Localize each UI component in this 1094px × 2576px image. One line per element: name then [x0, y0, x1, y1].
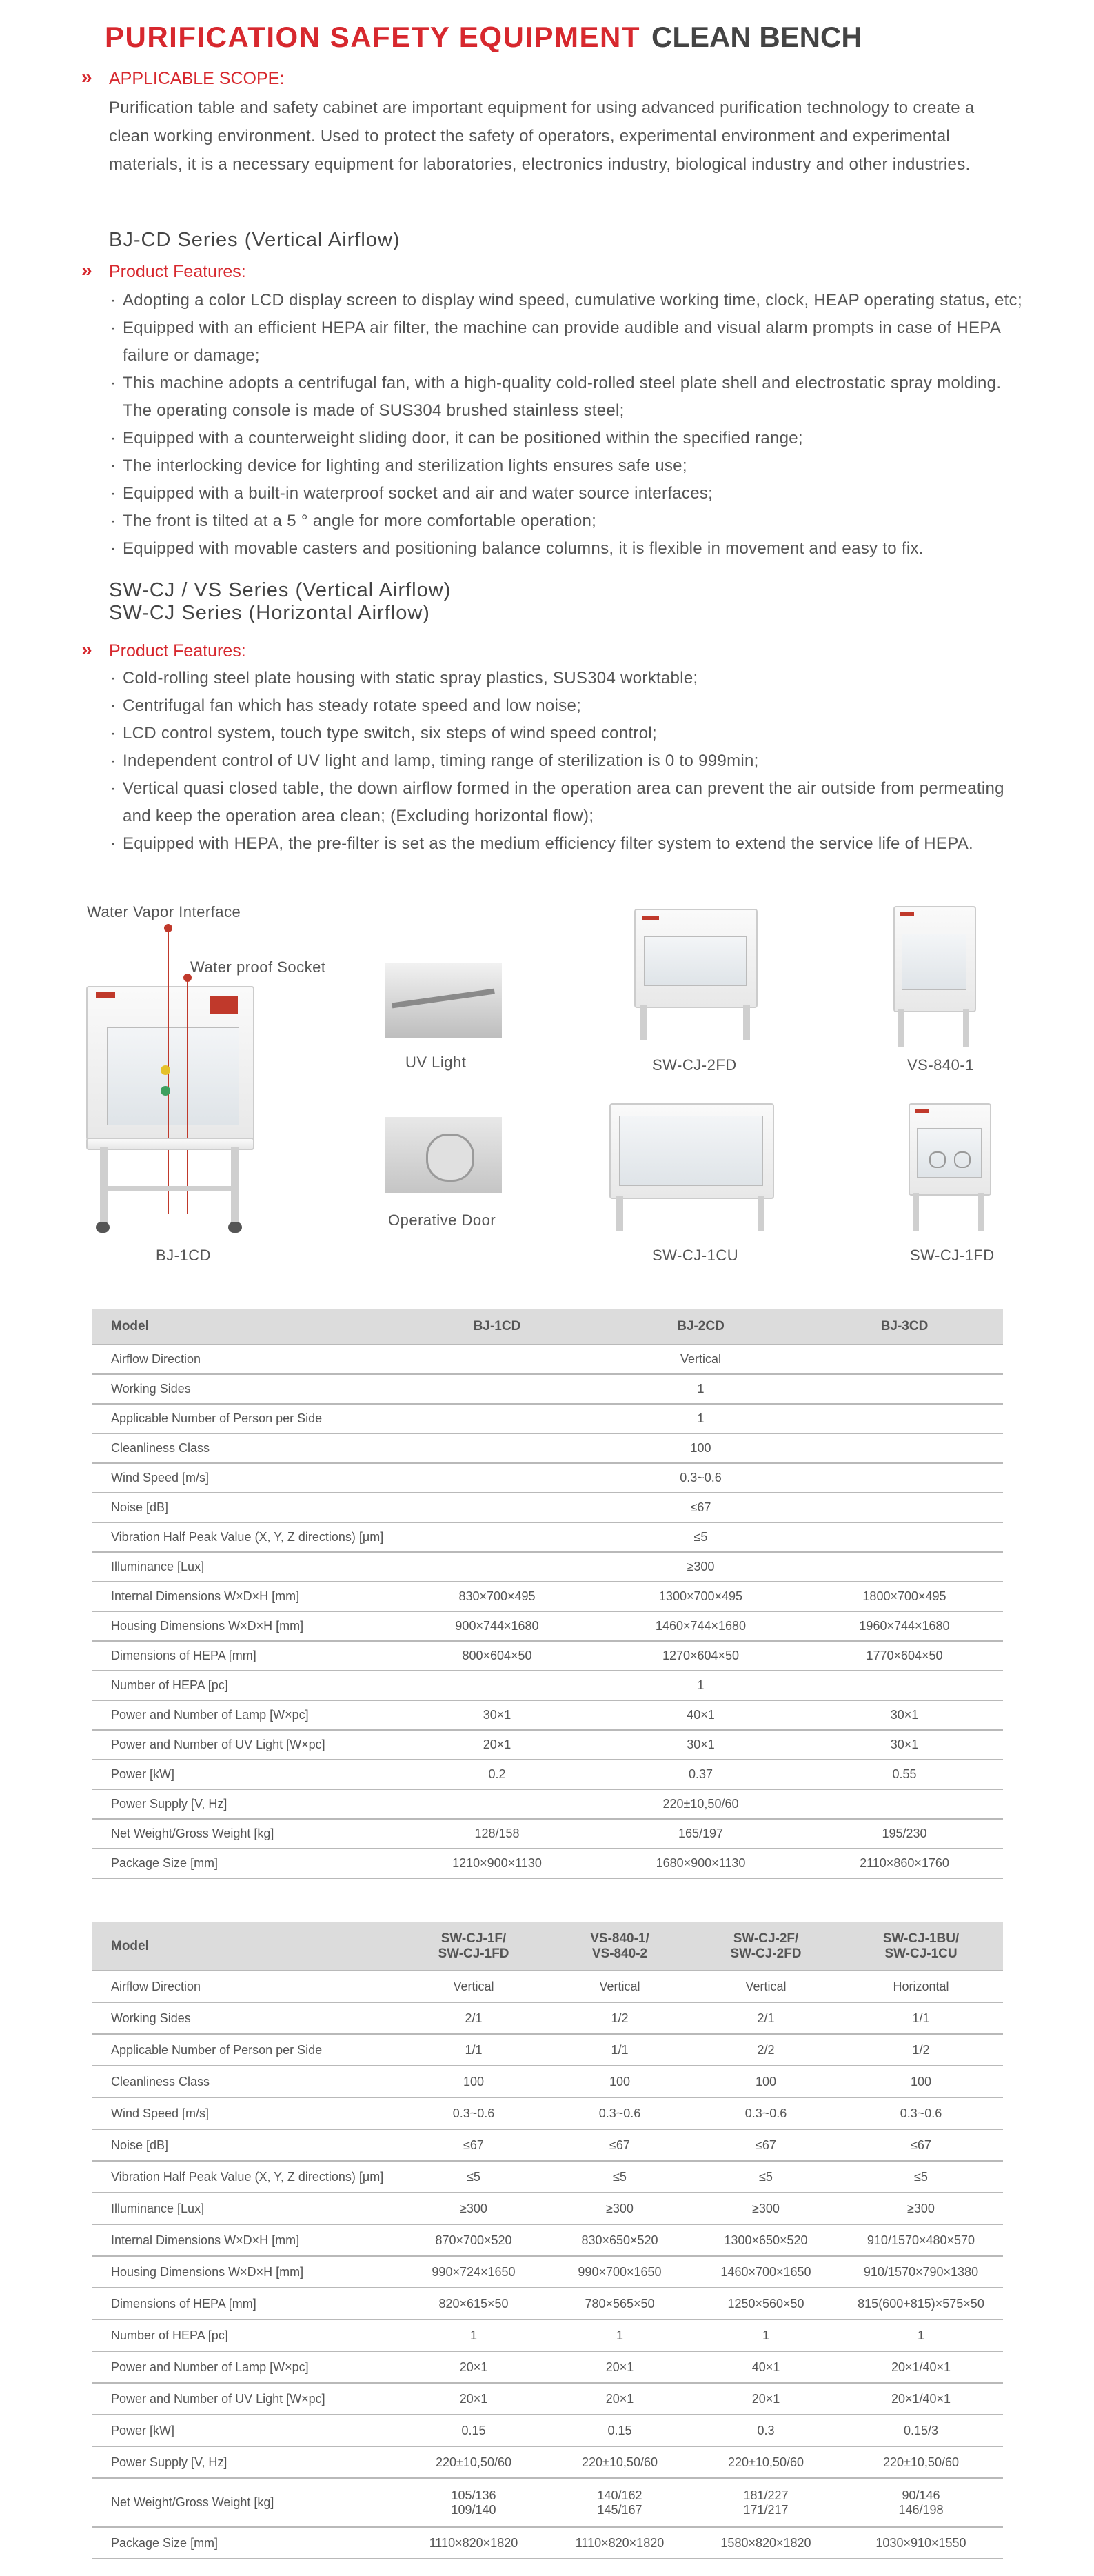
row-label: Number of HEPA [pc]	[92, 2320, 401, 2351]
table-cell: 1110×820×1820	[547, 2527, 693, 2559]
row-label: Number of HEPA [pc]	[92, 1671, 398, 1700]
table-cell: ≥300	[547, 2193, 693, 2224]
table-row	[92, 2320, 1003, 2351]
table-cell: 1270×604×50	[596, 1641, 806, 1671]
sw-cj-1cu-caption: SW-CJ-1CU	[652, 1247, 739, 1264]
table-row	[92, 1760, 1003, 1789]
table-cell: 1460×744×1680	[596, 1611, 806, 1641]
table-cell: ≥300	[398, 1552, 1003, 1582]
table-row	[92, 2383, 1003, 2415]
table-cell: 2/2	[693, 2034, 839, 2066]
table-row	[92, 1671, 1003, 1700]
table-cell: ≤67	[547, 2129, 693, 2161]
page-subtitle: CLEAN BENCH	[651, 21, 862, 53]
row-label: Internal Dimensions W×D×H [mm]	[92, 2224, 401, 2256]
row-label: Package Size [mm]	[92, 2527, 401, 2559]
table-cell: Vertical	[401, 1971, 547, 2002]
scope-line: Purification table and safety cabinet are important equipment for using advanced purification technology to create a	[109, 99, 975, 117]
table-cell: ≤5	[547, 2161, 693, 2193]
row-label: Dimensions of HEPA [mm]	[92, 2288, 401, 2320]
table-cell: ≤67	[839, 2129, 1003, 2161]
table-row	[92, 2256, 1003, 2288]
table-cell: Vertical	[693, 1971, 839, 2002]
column-header: SW-CJ-2F/ SW-CJ-2FD	[693, 1922, 839, 1971]
table-cell: 910/1570×480×570	[839, 2224, 1003, 2256]
page-title: PURIFICATION SAFETY EQUIPMENT	[105, 21, 640, 53]
row-label: Wind Speed [m/s]	[92, 2097, 401, 2129]
table-row	[92, 2097, 1003, 2129]
table-cell: 800×604×50	[398, 1641, 596, 1671]
feature-item: · Equipped with a counterweight sliding door, it can be positioned within the specified range;	[109, 425, 1074, 452]
table-row	[92, 2478, 1003, 2527]
feature-item-continued: The operating console is made of SUS304 brushed stainless steel;	[123, 401, 625, 420]
feature-item: · The front is tilted at a 5 ° angle for more comfortable operation;	[109, 507, 1074, 535]
table-cell: 870×700×520	[401, 2224, 547, 2256]
table-cell: 220±10,50/60	[693, 2446, 839, 2478]
section-marker-icon: »	[81, 259, 92, 281]
table-row	[92, 1611, 1003, 1641]
table-cell: 1800×700×495	[806, 1582, 1003, 1611]
uv-light-image	[385, 963, 502, 1038]
table-cell: 195/230	[806, 1819, 1003, 1849]
row-label: Illuminance [Lux]	[92, 1552, 398, 1582]
table-cell: ≤5	[401, 2161, 547, 2193]
table-cell: ≤5	[398, 1522, 1003, 1552]
table-row	[92, 1522, 1003, 1552]
row-label: Net Weight/Gross Weight [kg]	[92, 1819, 398, 1849]
row-label: Power and Number of Lamp [W×pc]	[92, 1700, 398, 1730]
table-cell: 820×615×50	[401, 2288, 547, 2320]
bj-features-heading: Product Features:	[109, 262, 246, 281]
column-header: BJ-3CD	[806, 1309, 1003, 1345]
column-header-model: Model	[92, 1922, 401, 1971]
table-cell: 30×1	[398, 1700, 596, 1730]
table-cell: 100	[547, 2066, 693, 2097]
table-row	[92, 2034, 1003, 2066]
table-row	[92, 1433, 1003, 1463]
row-label: Power and Number of Lamp [W×pc]	[92, 2351, 401, 2383]
table-cell: Horizontal	[839, 1971, 1003, 2002]
scope-heading: APPLICABLE SCOPE:	[109, 69, 285, 88]
row-label: Power Supply [V, Hz]	[92, 1789, 398, 1819]
table-cell: ≤67	[398, 1493, 1003, 1522]
table-cell: 2/1	[401, 2002, 547, 2034]
table-cell: ≥300	[401, 2193, 547, 2224]
feature-item: · Equipped with HEPA, the pre-filter is set as the medium efficiency filter system to extend the service life of HEPA.	[109, 830, 1074, 858]
column-header: SW-CJ-1BU/ SW-CJ-1CU	[839, 1922, 1003, 1971]
table-cell: 20×1	[401, 2351, 547, 2383]
table-cell: ≤5	[693, 2161, 839, 2193]
table-cell: 20×1	[693, 2383, 839, 2415]
row-label: Noise [dB]	[92, 2129, 401, 2161]
table-cell: 20×1	[547, 2383, 693, 2415]
table-cell: 0.2	[398, 1760, 596, 1789]
table-cell: 900×744×1680	[398, 1611, 596, 1641]
table-cell: 20×1/40×1	[839, 2351, 1003, 2383]
table-row	[92, 1345, 1003, 1374]
table-row	[92, 1374, 1003, 1404]
table-row	[92, 2288, 1003, 2320]
feature-item: · LCD control system, touch type switch, six steps of wind speed control;	[109, 720, 1074, 747]
table-cell: 780×565×50	[547, 2288, 693, 2320]
table-cell: Vertical	[398, 1345, 1003, 1374]
table-cell: 990×700×1650	[547, 2256, 693, 2288]
table-row	[92, 1404, 1003, 1433]
feature-item: · Independent control of UV light and lamp, timing range of sterilization is 0 to 999min;	[109, 747, 1074, 775]
table-cell: ≤5	[839, 2161, 1003, 2193]
table-cell: 0.3~0.6	[547, 2097, 693, 2129]
table-row	[92, 2066, 1003, 2097]
table-cell: 0.37	[596, 1760, 806, 1789]
bj-1cd-caption: BJ-1CD	[156, 1247, 212, 1264]
table-cell: 90/146 146/198	[839, 2478, 1003, 2527]
row-label: Housing Dimensions W×D×H [mm]	[92, 2256, 401, 2288]
table-row	[92, 1463, 1003, 1493]
table-cell: 1/1	[839, 2002, 1003, 2034]
feature-item: · Adopting a color LCD display screen to display wind speed, cumulative working time, clock, HEAP operating status, etc;	[109, 287, 1074, 314]
table-row	[92, 2351, 1003, 2383]
table-row	[92, 2002, 1003, 2034]
row-label: Net Weight/Gross Weight [kg]	[92, 2478, 401, 2527]
table-row	[92, 1641, 1003, 1671]
table-cell: 1210×900×1130	[398, 1849, 596, 1878]
table-cell: 1110×820×1820	[401, 2527, 547, 2559]
sw-cj-1fd-image	[909, 1103, 991, 1238]
table-cell: 1030×910×1550	[839, 2527, 1003, 2559]
table-cell: 30×1	[806, 1700, 1003, 1730]
row-label: Internal Dimensions W×D×H [mm]	[92, 1582, 398, 1611]
feature-item: · Equipped with movable casters and positioning balance columns, it is flexible in movement and easy to fix.	[109, 535, 1074, 563]
table-cell: 100	[693, 2066, 839, 2097]
section-marker-icon: »	[81, 638, 92, 660]
column-header: BJ-1CD	[398, 1309, 596, 1345]
table-cell: 40×1	[596, 1700, 806, 1730]
scope-line: materials, it is a necessary equipment for laboratories, electronics industry, biological industry and other industries.	[109, 155, 971, 174]
table-cell: 0.15	[401, 2415, 547, 2446]
table-cell: 2110×860×1760	[806, 1849, 1003, 1878]
row-label: Vibration Half Peak Value (X, Y, Z directions) [μm]	[92, 1522, 398, 1552]
feature-item: · Equipped with an efficient HEPA air filter, the machine can provide audible and visual alarm prompts in case of HEPA	[109, 314, 1074, 342]
waterproof-socket-label: Water proof Socket	[190, 958, 326, 976]
table-cell: 1	[547, 2320, 693, 2351]
column-header: SW-CJ-1F/ SW-CJ-1FD	[401, 1922, 547, 1971]
spec-table-bj	[92, 1309, 1003, 1879]
table-row	[92, 2415, 1003, 2446]
table-cell: 0.3~0.6	[398, 1463, 1003, 1493]
bj-feature-list	[109, 287, 1074, 563]
table-cell: 1770×604×50	[806, 1641, 1003, 1671]
table-cell: 1680×900×1130	[596, 1849, 806, 1878]
row-label: Housing Dimensions W×D×H [mm]	[92, 1611, 398, 1641]
table-cell: 830×650×520	[547, 2224, 693, 2256]
table-row	[92, 1730, 1003, 1760]
table-cell: 140/162 145/167	[547, 2478, 693, 2527]
vs-840-1-caption: VS-840-1	[907, 1056, 974, 1074]
table-row	[92, 1700, 1003, 1730]
sw-series-title-2: SW-CJ Series (Horizontal Airflow)	[109, 602, 430, 624]
feature-item: · The interlocking device for lighting and sterilization lights ensures safe use;	[109, 452, 1074, 480]
row-label: Power and Number of UV Light [W×pc]	[92, 2383, 401, 2415]
row-label: Power [kW]	[92, 1760, 398, 1789]
table-cell: 100	[839, 2066, 1003, 2097]
table-cell: ≤67	[401, 2129, 547, 2161]
sw-features-heading: Product Features:	[109, 641, 246, 661]
feature-item: · Centrifugal fan which has steady rotate speed and low noise;	[109, 692, 1074, 720]
table-cell: 1	[401, 2320, 547, 2351]
table-row	[92, 2224, 1003, 2256]
sw-cj-2fd-caption: SW-CJ-2FD	[652, 1056, 737, 1074]
table-cell: 100	[398, 1433, 1003, 1463]
table-row	[92, 1789, 1003, 1819]
table-cell: ≤67	[693, 2129, 839, 2161]
table-cell: 20×1/40×1	[839, 2383, 1003, 2415]
table-cell: ≥300	[839, 2193, 1003, 2224]
table-cell: Vertical	[547, 1971, 693, 2002]
table-cell: 0.15/3	[839, 2415, 1003, 2446]
table-cell: 910/1570×790×1380	[839, 2256, 1003, 2288]
table-cell: 220±10,50/60	[398, 1789, 1003, 1819]
table-cell: 30×1	[596, 1730, 806, 1760]
table-cell: 0.3	[693, 2415, 839, 2446]
table-cell: 2/1	[693, 2002, 839, 2034]
column-header: BJ-2CD	[596, 1309, 806, 1345]
table-row	[92, 1819, 1003, 1849]
feature-item: · Cold-rolling steel plate housing with static spray plastics, SUS304 worktable;	[109, 665, 1074, 692]
row-label: Applicable Number of Person per Side	[92, 1404, 398, 1433]
table-row	[92, 2193, 1003, 2224]
table-cell: 1	[398, 1374, 1003, 1404]
table-row	[92, 2527, 1003, 2559]
spec-table-sw	[92, 1922, 1003, 2559]
table-cell: 220±10,50/60	[401, 2446, 547, 2478]
row-label: Working Sides	[92, 1374, 398, 1404]
table-cell: 1250×560×50	[693, 2288, 839, 2320]
table-row	[92, 1493, 1003, 1522]
row-label: Cleanliness Class	[92, 2066, 401, 2097]
sw-series-title-1: SW-CJ / VS Series (Vertical Airflow)	[109, 579, 452, 601]
row-label: Wind Speed [m/s]	[92, 1463, 398, 1493]
water-vapor-label: Water Vapor Interface	[87, 903, 241, 920]
table-cell: 0.55	[806, 1760, 1003, 1789]
column-header-model: Model	[92, 1309, 398, 1345]
sw-feature-list	[109, 665, 1074, 858]
table-cell: 220±10,50/60	[547, 2446, 693, 2478]
column-header: VS-840-1/ VS-840-2	[547, 1922, 693, 1971]
table-cell: 1960×744×1680	[806, 1611, 1003, 1641]
row-label: Dimensions of HEPA [mm]	[92, 1641, 398, 1671]
feature-item: · This machine adopts a centrifugal fan, with a high-quality cold-rolled steel plate shell and electrostatic spray molding.	[109, 370, 1074, 397]
table-cell: 0.3~0.6	[839, 2097, 1003, 2129]
row-label: Vibration Half Peak Value (X, Y, Z directions) [μm]	[92, 2161, 401, 2193]
table-cell: 1/2	[839, 2034, 1003, 2066]
feature-item: · Equipped with a built-in waterproof socket and air and water source interfaces;	[109, 480, 1074, 507]
table-cell: 20×1	[401, 2383, 547, 2415]
table-row	[92, 2446, 1003, 2478]
table-row	[92, 1849, 1003, 1878]
table-cell: 128/158	[398, 1819, 596, 1849]
feature-item-continued: failure or damage;	[123, 346, 260, 365]
scope-line: clean working environment. Used to protect the safety of operators, experimental environment and experimental	[109, 127, 950, 145]
table-row	[92, 2161, 1003, 2193]
table-cell: 0.15	[547, 2415, 693, 2446]
table-cell: 1580×820×1820	[693, 2527, 839, 2559]
table-cell: 1	[398, 1671, 1003, 1700]
feature-item-continued: and keep the operation area clean; (Excluding horizontal flow);	[123, 807, 594, 825]
table-cell: 20×1	[547, 2351, 693, 2383]
uv-light-caption: UV Light	[405, 1054, 467, 1071]
row-label: Package Size [mm]	[92, 1849, 398, 1878]
vs-840-1-image	[893, 906, 976, 1054]
table-cell: 40×1	[693, 2351, 839, 2383]
operative-door-image	[385, 1117, 502, 1193]
row-label: Airflow Direction	[92, 1345, 398, 1374]
table-cell: 0.3~0.6	[693, 2097, 839, 2129]
row-label: Noise [dB]	[92, 1493, 398, 1522]
sw-cj-1cu-image	[609, 1103, 775, 1238]
table-cell: 1/2	[547, 2002, 693, 2034]
table-cell: 1/1	[547, 2034, 693, 2066]
row-label: Power [kW]	[92, 2415, 401, 2446]
sw-cj-1fd-caption: SW-CJ-1FD	[910, 1247, 995, 1264]
table-cell: 830×700×495	[398, 1582, 596, 1611]
table-cell: 1/1	[401, 2034, 547, 2066]
table-cell: 0.3~0.6	[401, 2097, 547, 2129]
table-row	[92, 1582, 1003, 1611]
table-cell: 165/197	[596, 1819, 806, 1849]
table-cell: 105/136 109/140	[401, 2478, 547, 2527]
bj-series-title: BJ-CD Series (Vertical Airflow)	[109, 229, 401, 251]
row-label: Working Sides	[92, 2002, 401, 2034]
table-cell: 815(600+815)×575×50	[839, 2288, 1003, 2320]
table-row	[92, 1552, 1003, 1582]
row-label: Power Supply [V, Hz]	[92, 2446, 401, 2478]
row-label: Cleanliness Class	[92, 1433, 398, 1463]
table-row	[92, 1971, 1003, 2002]
table-cell: 1	[398, 1404, 1003, 1433]
table-cell: 1300×650×520	[693, 2224, 839, 2256]
feature-item: · Vertical quasi closed table, the down airflow formed in the operation area can prevent the air outside from permeating	[109, 775, 1074, 803]
row-label: Airflow Direction	[92, 1971, 401, 2002]
table-cell: 100	[401, 2066, 547, 2097]
table-cell: ≥300	[693, 2193, 839, 2224]
section-marker-icon: »	[81, 66, 92, 88]
table-row	[92, 2129, 1003, 2161]
operative-door-caption: Operative Door	[388, 1211, 496, 1229]
table-cell: 1	[839, 2320, 1003, 2351]
table-cell: 220±10,50/60	[839, 2446, 1003, 2478]
table-cell: 181/227 171/217	[693, 2478, 839, 2527]
scope-text	[109, 94, 1060, 179]
row-label: Applicable Number of Person per Side	[92, 2034, 401, 2066]
row-label: Power and Number of UV Light [W×pc]	[92, 1730, 398, 1760]
table-cell: 30×1	[806, 1730, 1003, 1760]
table-cell: 1460×700×1650	[693, 2256, 839, 2288]
row-label: Illuminance [Lux]	[92, 2193, 401, 2224]
table-cell: 1300×700×495	[596, 1582, 806, 1611]
sw-cj-2fd-image	[634, 909, 758, 1047]
table-cell: 1	[693, 2320, 839, 2351]
table-cell: 20×1	[398, 1730, 596, 1760]
table-cell: 990×724×1650	[401, 2256, 547, 2288]
bj-1cd-image	[86, 924, 265, 1241]
